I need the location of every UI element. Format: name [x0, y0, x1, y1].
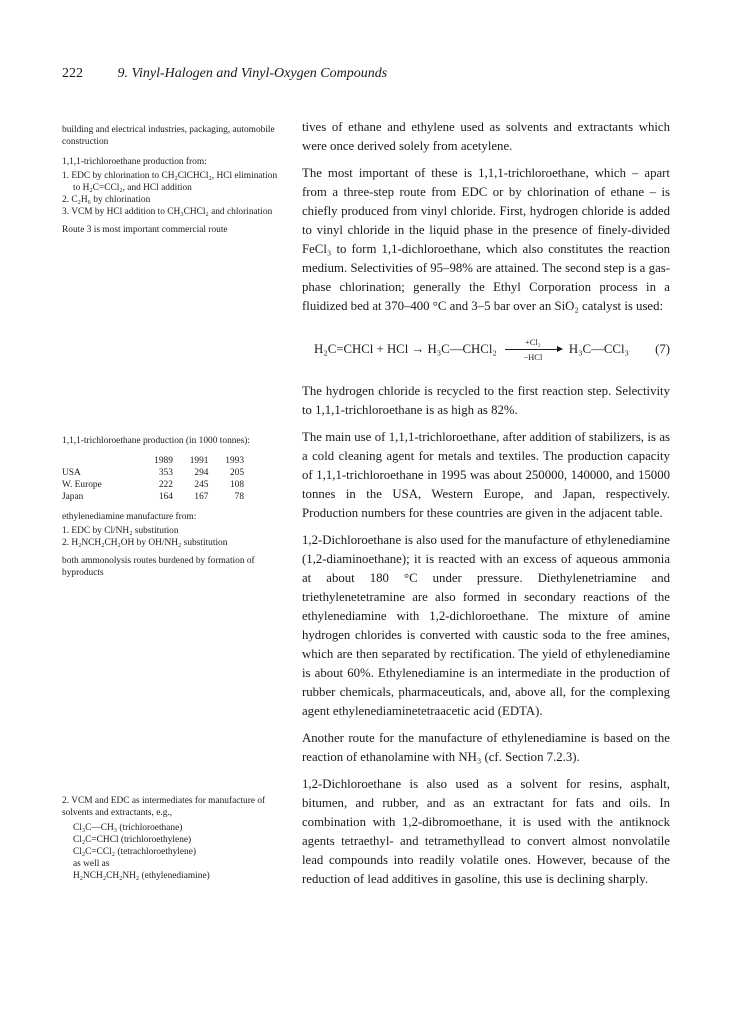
list-item: H₂NCH₂CH₂NH₂ (ethylenediamine) [73, 871, 210, 881]
list-item: 3. VCM by HCl addition to CH₃CHCl₂ and chlorination [62, 207, 273, 217]
value-cell: 164 [158, 492, 173, 502]
paragraph: Another route for the manufacture of ethylenediamine is based on the reaction of ethanolamine with NH₃ (cf. Section 7.2.3). [302, 731, 670, 764]
list-item: 2. H₂NCH₂CH₂OH by OH/NH₂ substitution [62, 538, 228, 548]
year-header: 1993 [225, 456, 244, 466]
list-item: Cl₃C—CH₃ (trichloroethane) [73, 823, 183, 833]
value-cell: 205 [229, 468, 244, 478]
value-cell: 167 [194, 492, 209, 502]
eda-heading: ethylenediamine manufacture from: [62, 512, 197, 522]
value-cell: 353 [158, 468, 173, 478]
arrow-above-label: +Cl₂ [524, 337, 541, 347]
intermediates-list [62, 822, 280, 882]
list-item: as well as [73, 859, 110, 869]
value-cell: 78 [234, 492, 244, 502]
value-cell: 245 [194, 480, 209, 490]
year-header: 1991 [189, 456, 209, 466]
table-row [62, 491, 244, 503]
list-item: 2. C₂H₆ by chlorination [62, 195, 151, 205]
value-cell: 108 [229, 480, 244, 490]
route-note: Route 3 is most important commercial route [62, 225, 228, 235]
year-header: 1989 [154, 456, 173, 466]
page-number: 222 [62, 66, 83, 81]
list-item: 1. EDC by Cl/NH₂ substitution [62, 526, 179, 536]
table-header-row [62, 455, 244, 467]
eda-note: both ammonolysis routes burdened by formation of byproducts [62, 556, 255, 578]
region-cell: Japan [62, 492, 84, 502]
applications-note: building and electrical industries, packaging, automobile construction [62, 125, 275, 147]
main-text-bottom [302, 382, 670, 897]
production-table [62, 455, 244, 503]
table-row [62, 479, 244, 491]
main-text-top [302, 118, 670, 324]
production-table-title: 1,1,1-trichloroethane production (in 1000 tonnes): [62, 436, 250, 446]
equation-number: (7) [655, 342, 670, 356]
intermediates-note: 2. VCM and EDC as intermediates for manufacture of solvents and extractants, e.g., [62, 796, 266, 818]
tce-routes-list [62, 170, 280, 218]
list-item: Cl₂C=CHCl (trichloroethylene) [73, 835, 192, 845]
list-item: 1. EDC by chlorination to CH₂ClCHCl₂, HCl elimination to H₂C=CCl₂, and HCl addition [62, 171, 278, 193]
region-cell: USA [62, 468, 81, 478]
reaction-arrow [503, 337, 563, 362]
paragraph: The most important of these is 1,1,1-trichloroethane, which – apart from a three-step route from EDC or by chlorination of ethane – is chiefly produced from vinyl chloride. First, hydrogen chloride is added to vinyl chloride in the liquid phase in the presence of finely-divided FeCl₃ to form 1,1-dichloroethane, which also constitutes the reaction medium. Selectivities of 95–98% are attained. The second step is a gas-phase chlorination; generally the Ethyl Corporation process in a fluidized bed at 370–400 °C and 3–5 bar over an SiO₂ catalyst is used: [302, 166, 670, 313]
equation-lhs: H₂C=CHCl + HCl → H₃C—CHCl₂ [314, 342, 497, 356]
arrow-below-label: −HCl [523, 352, 543, 362]
reaction-equation [302, 337, 670, 362]
paragraph: 1,2-Dichloroethane is also used as a solvent for resins, asphalt, bitumen, and rubber, and as an extractant for fats and oils. In combination with 1,2-dibromoethane, it is used with the antiknock agents tetraethyl- and tetramethyllead to convert almost nonvolatile lead compounds into readily volatile ones. However, because of the reduction of lead additives in gasoline, this use is declining sharply. [302, 777, 670, 886]
tce-production-heading: 1,1,1-trichloroethane production from: [62, 157, 207, 167]
paragraph: The main use of 1,1,1-trichloroethane, after addition of stabilizers, is as a cold cleaning agent for metals and textiles. The production capacity of 1,1,1-trichloroethane in 1995 was about 250000, 140000, and 15000 tonnes in the USA, Western Europe, and Japan, respectively. Production numbers for these countries are given in the adjacent table. [302, 430, 670, 520]
equation-rhs: H₃C—CCl₃ [568, 342, 629, 356]
eda-routes-list [62, 525, 280, 549]
margin-notes-top [62, 124, 280, 244]
arrow-line [505, 349, 561, 350]
list-item: Cl₂C=CCl₂ (tetrachloroethylene) [73, 847, 196, 857]
running-title: 9. Vinyl-Halogen and Vinyl-Oxygen Compounds [117, 66, 388, 81]
paragraph: 1,2-Dichloroethane is also used for the manufacture of ethylenediamine (1,2-diaminoethane); it is reacted with an excess of aqueous ammonia at about 180 °C under pressure. Diethylenetriamine and triethylenetetramine are also formed in secondary reactions of the ethylenediamine with 1,2-dichloroethane. The mixture of amine hydrogen chlorides is converted with caustic soda to the free amines, which are then separated by rectification. The yield of ethylenediamine is about 60%. Ethylenediamine is an intermediate in the production of rubber chemicals, pharmaceuticals, and, above all, for the complexing agent ethylenediaminetetraacetic acid (EDTA). [302, 533, 670, 718]
margin-notes-bottom [62, 795, 280, 882]
paragraph: tives of ethane and ethylene used as solvents and extractants which were once derived solely from acetylene. [302, 120, 670, 153]
paragraph: The hydrogen chloride is recycled to the first reaction step. Selectivity to 1,1,1-trichloroethane is as high as 82%. [302, 384, 670, 417]
page-header [62, 66, 387, 82]
region-cell: W. Europe [62, 480, 102, 490]
table-row [62, 467, 244, 479]
margin-notes-middle [62, 435, 280, 587]
value-cell: 222 [158, 480, 173, 490]
value-cell: 294 [194, 468, 209, 478]
